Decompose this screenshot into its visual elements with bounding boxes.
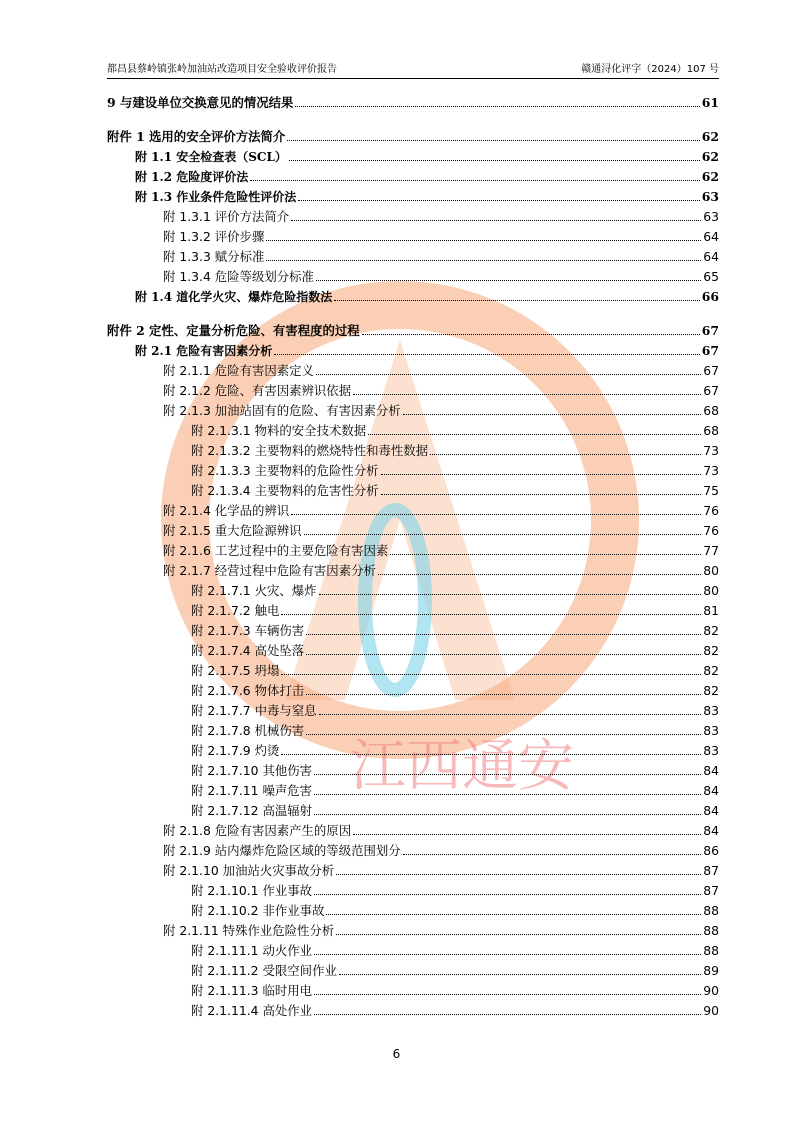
toc-entry-label: 附 2.1.3.1 物料的安全技术数据 — [191, 423, 367, 438]
toc-entry-page: 63 — [703, 209, 719, 224]
toc-entry-label: 附 2.1.10.2 非作业事故 — [191, 903, 325, 918]
toc-entry[interactable] — [163, 228, 719, 246]
toc-leader-dots — [295, 106, 699, 107]
toc-entry[interactable] — [191, 482, 719, 500]
toc-entry[interactable] — [163, 382, 719, 400]
toc-leader-dots — [314, 774, 701, 775]
toc-entry-label: 附 1.3.4 危险等级划分标准 — [163, 269, 314, 284]
toc-entry-page: 76 — [703, 503, 719, 518]
toc-entry-page: 62 — [701, 169, 719, 184]
toc-leader-dots — [281, 754, 701, 755]
toc-entry-label: 附 2.1.7.2 触电 — [191, 603, 280, 618]
toc-entry[interactable] — [191, 582, 719, 600]
toc-entry-label: 附 2.1.9 站内爆炸危险区域的等级范围划分 — [163, 843, 401, 858]
toc-entry-label: 附 2.1.7.4 高处坠落 — [191, 643, 305, 658]
toc-entry-page: 61 — [701, 95, 719, 110]
page-header — [107, 62, 719, 79]
toc-leader-dots — [334, 300, 700, 301]
toc-entry[interactable] — [191, 742, 719, 760]
toc-entry-label: 附 2.1.7.1 火灾、爆炸 — [191, 583, 317, 598]
toc-entry-label: 附 2.1.7.3 车辆伤害 — [191, 623, 305, 638]
toc-entry-label: 附 2.1.3.2 主要物料的燃烧特性和毒性数据 — [191, 443, 429, 458]
toc-entry-label: 附 2.1.11.4 高处作业 — [191, 1003, 313, 1018]
toc-leader-dots — [306, 694, 701, 695]
toc-entry[interactable] — [163, 502, 719, 520]
toc-entry-page: 64 — [703, 229, 719, 244]
toc-leader-dots — [281, 614, 701, 615]
toc-leader-dots — [336, 874, 701, 875]
toc-entry-page: 87 — [703, 863, 719, 878]
toc-entry-label: 附 1.3.2 评价步骤 — [163, 229, 265, 244]
watermark-lettering: 江西通安 — [350, 734, 574, 799]
toc-leader-dots — [289, 160, 700, 161]
toc-entry[interactable] — [107, 322, 719, 340]
toc-entry[interactable] — [191, 622, 719, 640]
toc-leader-dots — [314, 994, 701, 995]
toc-leader-dots — [250, 180, 700, 181]
toc-entry-page: 83 — [703, 703, 719, 718]
toc-entry-label: 附 2.1.7.7 中毒与窒息 — [191, 703, 317, 718]
toc-leader-dots — [326, 914, 701, 915]
toc-entry[interactable] — [191, 602, 719, 620]
toc-entry-page: 86 — [703, 843, 719, 858]
toc-entry-label: 附 1.4 道化学火灾、爆炸危险指数法 — [135, 290, 333, 304]
toc-entry[interactable] — [191, 962, 719, 980]
toc-leader-dots — [381, 474, 702, 475]
toc-leader-dots — [381, 494, 702, 495]
toc-leader-dots — [403, 854, 702, 855]
toc-entry-label: 附 1.3 作业条件危险性评价法 — [135, 190, 297, 204]
toc-entry-label: 附件 1 选用的安全评价方法简介 — [107, 129, 286, 144]
toc-entry[interactable] — [135, 342, 719, 360]
toc-entry-page: 67 — [703, 383, 719, 398]
toc-entry-page: 64 — [703, 249, 719, 264]
toc-entry-label: 附 2.1.6 工艺过程中的主要危险有害因素 — [163, 543, 389, 558]
toc-leader-dots — [306, 734, 701, 735]
toc-leader-dots — [378, 574, 701, 575]
toc-entry-page: 62 — [701, 149, 719, 164]
toc-entry[interactable] — [191, 1002, 719, 1020]
toc-entry[interactable] — [163, 542, 719, 560]
toc-leader-dots — [266, 260, 701, 261]
toc-entry[interactable] — [191, 462, 719, 480]
toc-leader-dots — [319, 714, 702, 715]
toc-entry[interactable] — [191, 982, 719, 1000]
toc-entry-page: 84 — [703, 823, 719, 838]
toc-entry-label: 附 2.1 危险有害因素分析 — [135, 344, 273, 358]
toc-entry[interactable] — [135, 288, 719, 306]
toc-entry-label: 附 2.1.5 重大危险源辨识 — [163, 523, 302, 538]
toc-leader-dots — [274, 354, 700, 355]
toc-entry-label: 附 2.1.7.10 其他伤害 — [191, 763, 313, 778]
toc-entry-page: 75 — [703, 483, 719, 498]
toc-entry-page: 84 — [703, 763, 719, 778]
toc-leader-dots — [339, 974, 701, 975]
toc-leader-dots — [304, 534, 702, 535]
toc-entry[interactable] — [163, 822, 719, 840]
toc-leader-dots — [281, 674, 701, 675]
toc-entry-page: 90 — [703, 1003, 719, 1018]
toc-entry-label: 附 2.1.11.1 动火作业 — [191, 943, 313, 958]
toc-entry-label: 附 2.1.3.3 主要物料的危险性分析 — [191, 463, 379, 478]
toc-entry[interactable] — [191, 702, 719, 720]
toc-entry-page: 73 — [703, 463, 719, 478]
toc-entry-label: 附 1.2 危险度评价法 — [135, 170, 249, 184]
toc-entry-page: 83 — [703, 723, 719, 738]
toc-entry-label: 附 2.1.10.1 作业事故 — [191, 883, 313, 898]
toc-entry[interactable] — [163, 922, 719, 940]
toc-entry-page: 80 — [703, 583, 719, 598]
toc-entry-page: 67 — [701, 323, 719, 338]
toc-entry[interactable] — [191, 902, 719, 920]
toc-entry-page: 66 — [701, 289, 719, 304]
toc-entry[interactable] — [135, 168, 719, 186]
toc-entry-page: 90 — [703, 983, 719, 998]
page-number: 6 — [392, 1047, 401, 1061]
toc-entry-page: 88 — [703, 903, 719, 918]
toc-leader-dots — [314, 814, 701, 815]
toc-entry-page: 87 — [703, 883, 719, 898]
toc-entry-page: 82 — [703, 663, 719, 678]
toc-entry-label: 附 2.1.3.4 主要物料的危害性分析 — [191, 483, 379, 498]
toc-entry-label: 9 与建设单位交换意见的情况结果 — [107, 95, 294, 110]
toc-leader-dots — [306, 654, 701, 655]
toc-entry[interactable] — [191, 722, 719, 740]
toc-entry[interactable] — [191, 762, 719, 780]
toc-entry[interactable] — [191, 422, 719, 440]
toc-entry-label: 附 1.3.3 赋分标准 — [163, 249, 265, 264]
toc-entry[interactable] — [163, 362, 719, 380]
toc-entry[interactable] — [163, 208, 719, 226]
toc-entry-label: 附 2.1.1 危险有害因素定义 — [163, 363, 314, 378]
toc-leader-dots — [336, 934, 701, 935]
toc-entry[interactable] — [163, 562, 719, 580]
toc-leader-dots — [314, 794, 701, 795]
toc-entry[interactable] — [191, 642, 719, 660]
toc-entry-page: 82 — [703, 643, 719, 658]
toc-leader-dots — [298, 200, 700, 201]
toc-entry-page: 83 — [703, 743, 719, 758]
toc-entry-label: 附 2.1.7.8 机械伤害 — [191, 723, 305, 738]
toc-leader-dots — [319, 594, 702, 595]
toc-entry[interactable] — [191, 782, 719, 800]
toc-leader-dots — [353, 834, 701, 835]
toc-leader-dots — [314, 1014, 701, 1015]
toc-entry[interactable] — [163, 248, 719, 266]
toc-entry-label: 附 2.1.7 经营过程中危险有害因素分析 — [163, 563, 376, 578]
toc-entry[interactable] — [107, 128, 719, 146]
toc-entry-label: 附 2.1.3 加油站固有的危险、有害因素分析 — [163, 403, 401, 418]
toc-entry-page: 82 — [703, 683, 719, 698]
toc-entry-page: 73 — [703, 443, 719, 458]
toc-entry[interactable] — [107, 94, 719, 112]
toc-leader-dots — [266, 240, 701, 241]
toc-entry[interactable] — [191, 662, 719, 680]
toc-leader-dots — [291, 220, 701, 221]
toc-leader-dots — [291, 514, 701, 515]
toc-entry[interactable] — [191, 442, 719, 460]
toc-entry-label: 附 2.1.7.9 灼烫 — [191, 743, 280, 758]
toc-leader-dots — [430, 454, 701, 455]
toc-entry-page: 76 — [703, 523, 719, 538]
toc-entry[interactable] — [163, 862, 719, 880]
toc-entry-page: 81 — [703, 603, 719, 618]
toc-entry-label: 附 2.1.7.6 物体打击 — [191, 683, 305, 698]
toc-entry-page: 77 — [703, 543, 719, 558]
toc-entry[interactable] — [163, 268, 719, 286]
toc-leader-dots — [316, 374, 701, 375]
toc-entry-label: 附 2.1.8 危险有害因素产生的原因 — [163, 823, 352, 838]
toc-entry-page: 62 — [701, 129, 719, 144]
toc-entry-page: 88 — [703, 943, 719, 958]
toc-entry-label: 附 1.1 安全检查表（SCL） — [135, 150, 287, 164]
header-report-title: 都昌县蔡岭镇张岭加油站改造项目安全验收评价报告 — [107, 64, 337, 75]
toc-leader-dots — [403, 414, 702, 415]
toc-leader-dots — [353, 394, 701, 395]
toc-entry-page: 89 — [703, 963, 719, 978]
toc-entry-page: 63 — [701, 189, 719, 204]
toc-leader-dots — [368, 434, 701, 435]
toc-entry[interactable] — [135, 148, 719, 166]
toc-entry[interactable] — [163, 402, 719, 420]
toc-entry-label: 附 2.1.11.3 临时用电 — [191, 983, 313, 998]
toc-entry-page: 68 — [703, 403, 719, 418]
header-document-number: 赣通浔化评字（2024）107 号 — [581, 64, 719, 75]
toc-entry-page: 84 — [703, 803, 719, 818]
toc-entry-label: 附 2.1.11 特殊作业危险性分析 — [163, 923, 335, 938]
toc-entry[interactable] — [191, 942, 719, 960]
toc-entry-label: 附 2.1.10 加油站火灾事故分析 — [163, 863, 335, 878]
toc-entry-page: 84 — [703, 783, 719, 798]
toc-entry-label: 附 1.3.1 评价方法简介 — [163, 209, 290, 224]
toc-entry-label: 附件 2 定性、定量分析危险、有害程度的过程 — [107, 323, 360, 338]
toc-leader-dots — [362, 334, 700, 335]
toc-entry-page: 80 — [703, 563, 719, 578]
toc-entry-page: 67 — [701, 343, 719, 358]
toc-entry[interactable] — [163, 522, 719, 540]
toc-leader-dots — [390, 554, 701, 555]
toc-leader-dots — [306, 634, 701, 635]
toc-entry-label: 附 2.1.4 化学品的辨识 — [163, 503, 290, 518]
toc-leader-dots — [316, 280, 701, 281]
toc-entry-page: 82 — [703, 623, 719, 638]
toc-entry-label: 附 2.1.11.2 受限空间作业 — [191, 963, 337, 978]
toc-entry[interactable] — [191, 882, 719, 900]
toc-entry-label: 附 2.1.7.12 高温辐射 — [191, 803, 313, 818]
toc-leader-dots — [287, 140, 699, 141]
toc-leader-dots — [314, 894, 701, 895]
toc-entry-label: 附 2.1.7.5 坍塌 — [191, 663, 280, 678]
toc-entry[interactable] — [191, 682, 719, 700]
toc-entry[interactable] — [135, 188, 719, 206]
toc-entry-page: 67 — [703, 363, 719, 378]
toc-leader-dots — [314, 954, 701, 955]
toc-entry-label: 附 2.1.2 危险、有害因素辨识依据 — [163, 383, 352, 398]
toc-entry[interactable] — [163, 842, 719, 860]
toc-entry-page: 88 — [703, 923, 719, 938]
toc-entry-label: 附 2.1.7.11 噪声危害 — [191, 783, 313, 798]
toc-entry-page: 68 — [703, 423, 719, 438]
toc-entry-page: 65 — [703, 269, 719, 284]
toc-entry[interactable] — [191, 802, 719, 820]
